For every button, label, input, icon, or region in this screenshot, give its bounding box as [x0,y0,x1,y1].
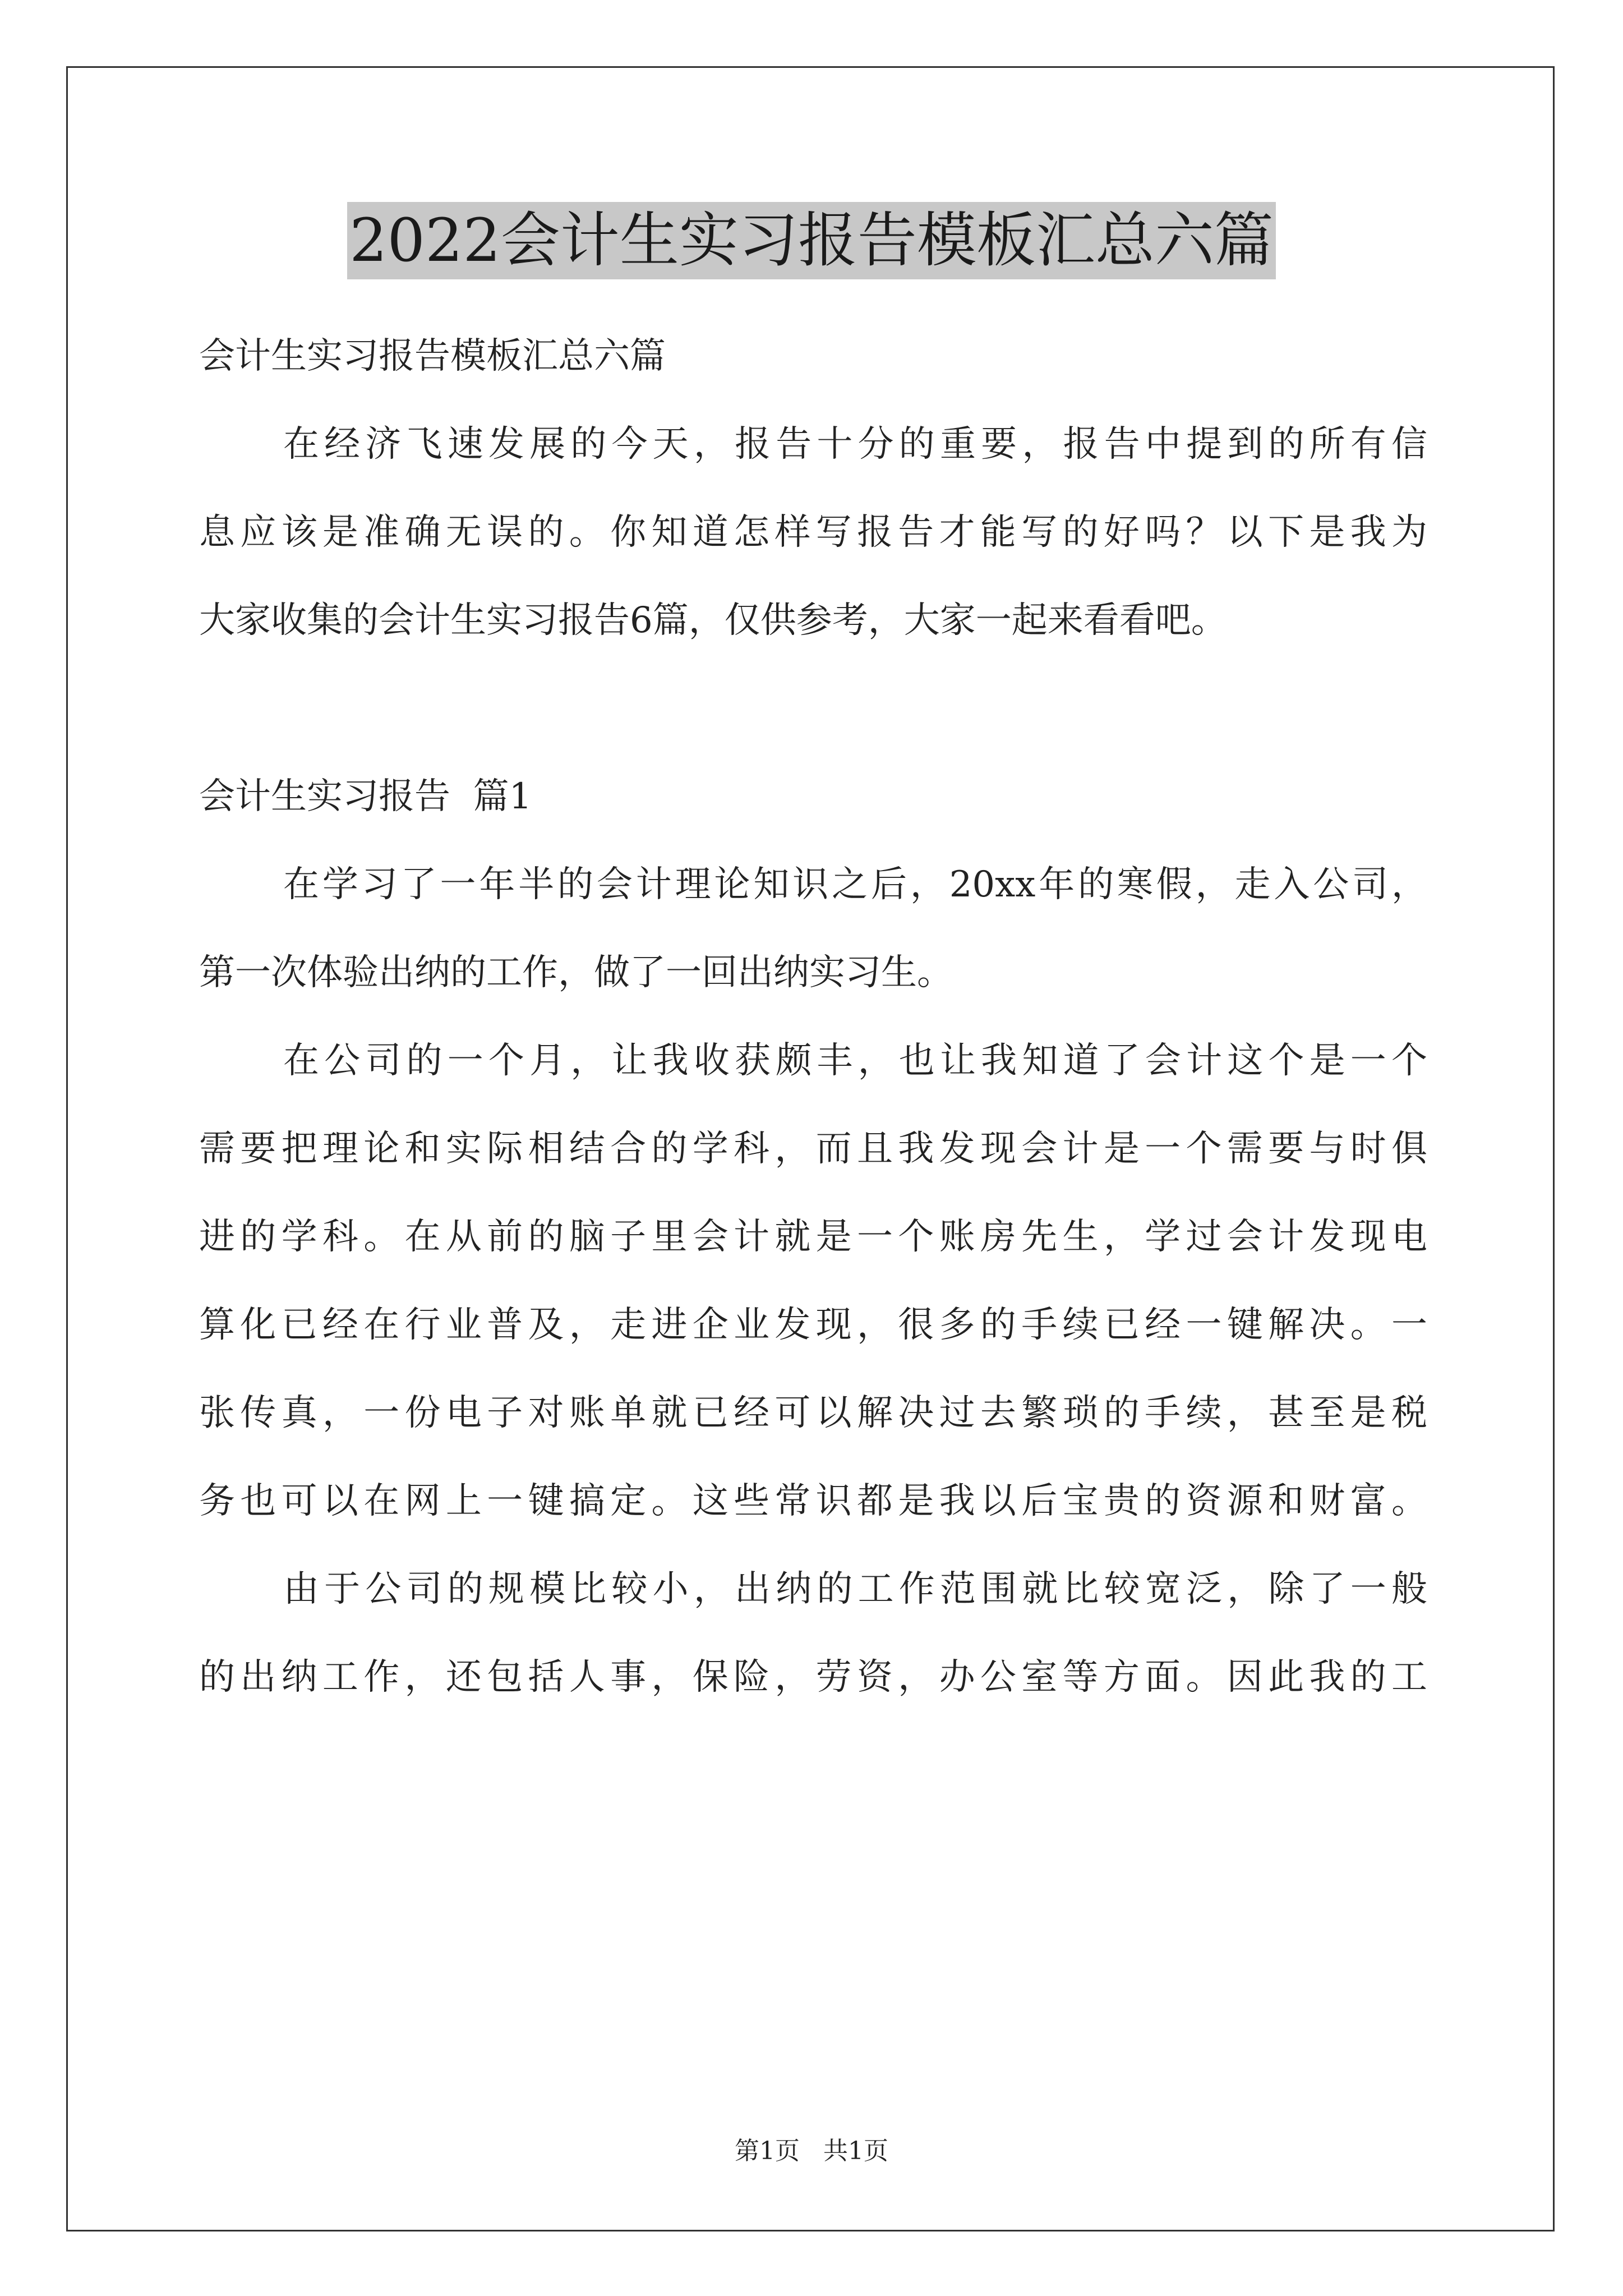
para3-line-1: 由于公司的规模比较小，出纳的工作范围就比较宽泛，除了一般 [283,1568,1427,1610]
section-heading: 会计生实习报告 篇1 [199,776,532,817]
para3-line-2: 的出纳工作，还包括人事，保险，劳资，办公室等方面。因此我的工 [199,1657,1427,1698]
intro-line-3: 大家收集的会计生实习报告6篇，仅供参考，大家一起来看看吧。 [199,600,1227,641]
para2-line-3: 进的学科。在从前的脑子里会计就是一个账房先生，学过会计发现电 [199,1216,1427,1258]
para1-line-2: 第一次体验出纳的工作，做了一回出纳实习生。 [199,952,953,993]
document-subtitle: 会计生实习报告模板汇总六篇 [199,335,666,377]
page-number: 第1页 共1页 [735,2137,888,2165]
section-gap [199,665,1427,753]
para1-line-1: 在学习了一年半的会计理论知识之后，20xx年的寒假，走入公司， [283,864,1427,905]
document-body [199,312,1427,1722]
para2-line-2: 需要把理论和实际相结合的学科，而且我发现会计是一个需要与时俱 [199,1128,1427,1170]
para2-line-4: 算化已经在行业普及，走进企业发现，很多的手续已经一键解决。一 [199,1304,1427,1346]
intro-line-1: 在经济飞速发展的今天，报告十分的重要，报告中提到的所有信 [283,424,1427,465]
intro-line-2: 息应该是准确无误的。你知道怎样写报告才能写的好吗？以下是我为 [199,512,1427,553]
para2-line-6: 务也可以在网上一键搞定。这些常识都是我以后宝贵的资源和财富。 [199,1480,1427,1522]
document-title-wrapper [0,202,1623,279]
document-title: 2022会计生实习报告模板汇总六篇 [347,202,1276,279]
page-footer [0,2134,1623,2168]
para2-line-5: 张传真，一份电子对账单就已经可以解决过去繁琐的手续，甚至是税 [199,1392,1427,1434]
para2-line-1: 在公司的一个月，让我收获颇丰，也让我知道了会计这个是一个 [283,1040,1427,1082]
